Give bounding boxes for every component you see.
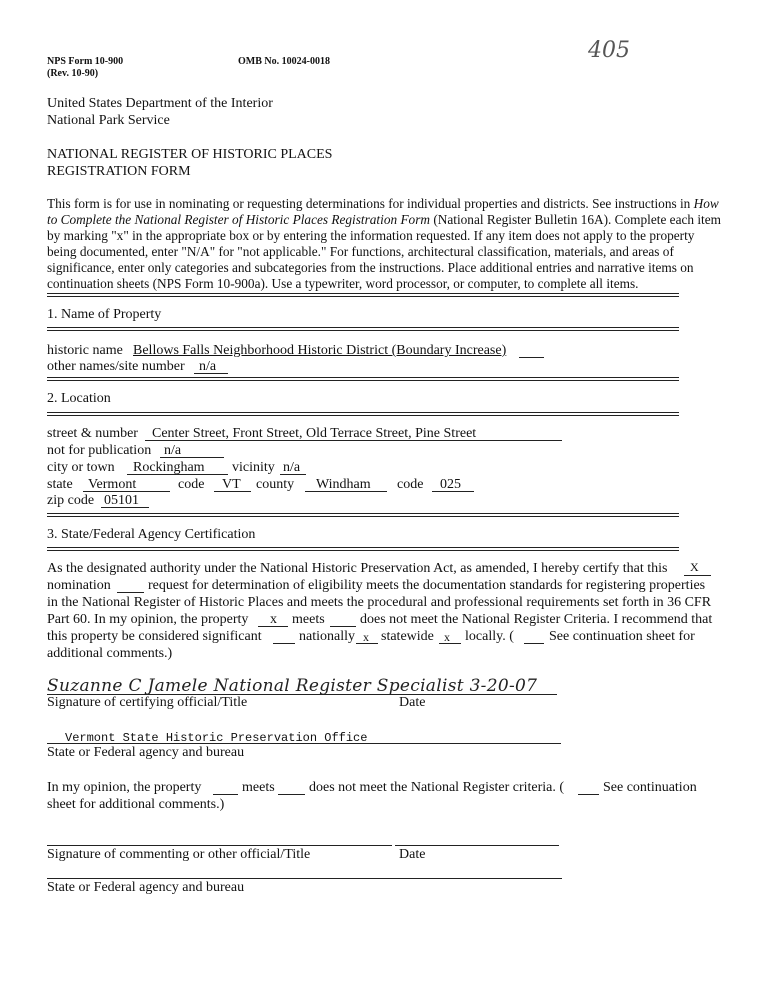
fill-line	[439, 643, 461, 644]
county-code-label: code	[397, 477, 424, 492]
opinion-line-a: In my opinion, the property	[47, 780, 202, 795]
cert-line5-e: See continuation sheet for	[549, 629, 695, 644]
divider	[47, 377, 679, 381]
service-name: National Park Service	[47, 113, 170, 128]
signature-date-label: Date	[399, 695, 426, 710]
fill-line	[213, 794, 238, 795]
other-names-value: n/a	[199, 359, 217, 374]
form-revision: (Rev. 10-90)	[47, 68, 99, 79]
cert-mark-statewide: x	[363, 630, 369, 644]
fill-line	[519, 357, 544, 358]
cert-line5-a: this property be considered significant	[47, 629, 262, 644]
form-title-line1: NATIONAL REGISTER OF HISTORIC PLACES	[47, 147, 333, 162]
zip-value: 05101	[104, 493, 139, 508]
fill-line	[117, 592, 144, 593]
comment-signature-label: Signature of commenting or other official/Title	[47, 847, 311, 862]
cert-line2-rest: request for determination of eligibility meets the documentation standards for registering properties	[148, 578, 706, 593]
department-name: United States Department of the Interior	[47, 96, 273, 111]
cert-line5-d: locally. (	[465, 629, 514, 644]
zip-label: zip code	[47, 493, 95, 508]
cert-line1: As the designated authority under the National Historic Preservation Act, as amended, I hereby certify that this	[47, 561, 668, 576]
cert-mark-meets: x	[270, 612, 277, 627]
comment-date-label: Date	[399, 847, 426, 862]
county-value: Windham	[316, 477, 371, 492]
state-value: Vermont	[88, 477, 137, 492]
state-code-label: code	[178, 477, 205, 492]
fill-line	[330, 626, 356, 627]
fill-line	[578, 794, 599, 795]
agency-line	[47, 743, 561, 744]
section1-heading: 1. Name of Property	[47, 307, 162, 322]
opinion-line-d: See continuation	[603, 780, 697, 795]
cert-line4-c: does not meet the National Register Criteria. I recommend that	[360, 612, 713, 627]
divider	[47, 547, 679, 551]
historic-name-label: historic name	[47, 343, 123, 358]
fill-line	[684, 575, 711, 576]
divider	[47, 293, 679, 297]
vicinity-label: vicinity	[232, 460, 275, 475]
opinion-line2: sheet for additional comments.)	[47, 797, 225, 812]
street-label: street & number	[47, 426, 138, 441]
omb-number: OMB No. 10024-0018	[238, 56, 330, 67]
signature-label: Signature of certifying official/Title	[47, 695, 248, 710]
fill-line	[524, 643, 544, 644]
divider	[47, 513, 679, 517]
county-code-value: 025	[440, 477, 461, 492]
state-code-value: VT	[222, 477, 241, 492]
not-for-publication-value: n/a	[164, 443, 182, 458]
comment-signature-line	[47, 845, 392, 846]
form-number: NPS Form 10-900	[47, 56, 124, 67]
section3-heading: 3. State/Federal Agency Certification	[47, 527, 256, 542]
not-for-publication-label: not for publication	[47, 443, 152, 458]
comment-date-line	[395, 845, 559, 846]
cert-line6: additional comments.)	[47, 646, 173, 661]
divider	[47, 327, 679, 331]
fill-line	[278, 794, 305, 795]
certifying-agency-label: State or Federal agency and bureau	[47, 745, 245, 760]
opinion-line-c: does not meet the National Register criteria. (	[309, 780, 565, 795]
county-label: county	[256, 477, 295, 492]
cert-line3: in the National Register of Historic Places and meets the procedural and professional requirements set forth in 36 CFR	[47, 595, 712, 610]
instructions-paragraph: This form is for use in nominating or requesting determinations for individual properties and districts. See instructions in How to Complete the National Register of Historic Places Registration Form (National Register Bulletin 16A). Complete each item by marking "x" in the appropriate box or by entering the information requested. If any item does not apply to the property being documented, enter "N/A" for "not applicable." For functions, architectural classification, materials, and areas of significance, enter only categories and subcategories from the instructions. Place additional entries and narrative items on continuation sheets (NPS Form 10-900a). Use a typewriter, word processor, or computer, to complete all items.	[47, 196, 721, 291]
cert-line4-b: meets	[292, 612, 325, 627]
cert-mark-locally: x	[444, 630, 450, 644]
opinion-line-b: meets	[242, 780, 275, 795]
street-value: Center Street, Front Street, Old Terrace Street, Pine Street	[152, 426, 477, 441]
cert-line5-b: nationally	[299, 629, 355, 644]
cert-line4-a: Part 60. In my opinion, the property	[47, 612, 249, 627]
comment-agency-line	[47, 878, 562, 879]
cert-line5-c: statewide	[381, 629, 434, 644]
historic-name-value: Bellows Falls Neighborhood Historic District (Boundary Increase)	[133, 343, 507, 358]
form-title-line2: REGISTRATION FORM	[47, 164, 191, 179]
state-label: state	[47, 477, 73, 492]
vicinity-value: n/a	[283, 460, 301, 475]
other-names-label: other names/site number	[47, 359, 185, 374]
cert-line2-nomination: nomination	[47, 578, 111, 593]
cert-mark-nomination: X	[690, 560, 699, 574]
divider	[47, 412, 679, 416]
handwritten-signature: Suzanne C Jamele National Register Specialist 3-20-07	[47, 676, 538, 696]
city-label: city or town	[47, 460, 115, 475]
handwritten-number: 405	[588, 38, 630, 63]
comment-agency-label: State or Federal agency and bureau	[47, 880, 245, 895]
certifying-agency-value: Vermont State Historic Preservation Office	[65, 731, 368, 745]
section2-heading: 2. Location	[47, 391, 111, 406]
city-value: Rockingham	[133, 460, 205, 475]
fill-line	[273, 643, 295, 644]
